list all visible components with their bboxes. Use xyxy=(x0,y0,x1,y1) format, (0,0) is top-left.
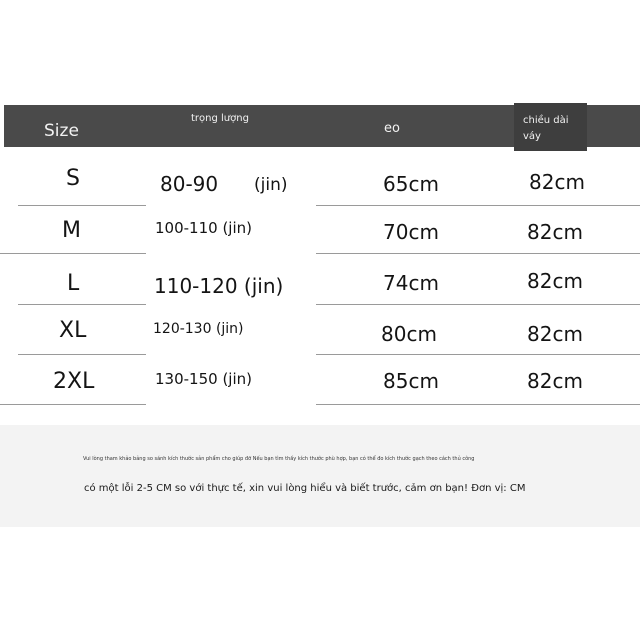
row-s-size: S xyxy=(66,166,80,191)
row-s-weight-unit: (jin) xyxy=(254,175,288,195)
row-divider xyxy=(0,253,146,254)
header-waist: eo xyxy=(384,121,400,136)
note-small-text: Vui lòng tham khảo bảng so sánh kích thước sản phẩm cho giúp đỡ Nếu bạn tìm thấy kích thước phù hợp, bạn có thể đo kích thước gạch theo cách thủ công xyxy=(83,456,475,462)
header-weight: trọng lượng xyxy=(191,113,249,124)
row-divider xyxy=(0,404,146,405)
row-2xl-size: 2XL xyxy=(53,369,95,394)
row-m-length: 82cm xyxy=(527,220,583,244)
row-divider xyxy=(18,354,146,355)
row-m-waist: 70cm xyxy=(383,220,439,244)
row-divider xyxy=(316,404,640,405)
row-xl-length: 82cm xyxy=(527,322,583,346)
row-2xl-weight: 130-150 (jin) xyxy=(155,370,252,388)
row-2xl-waist: 85cm xyxy=(383,369,439,393)
row-l-waist: 74cm xyxy=(383,271,439,295)
row-s-weight: 80-90 xyxy=(160,172,219,196)
row-divider xyxy=(316,354,640,355)
row-l-length: 82cm xyxy=(527,269,583,293)
header-length: chiều dài váy xyxy=(523,115,569,142)
row-divider xyxy=(18,304,146,305)
row-divider xyxy=(18,205,146,206)
row-divider xyxy=(316,304,640,305)
row-l-size: L xyxy=(67,271,80,296)
row-m-size: M xyxy=(62,218,81,243)
note-main-text: có một lỗi 2-5 CM so với thực tế, xin vui lòng hiểu và biết trước, cảm ơn bạn! Đơn vị: CM xyxy=(84,483,526,494)
row-xl-weight: 120-130 (jin) xyxy=(153,321,244,337)
row-divider xyxy=(316,205,640,206)
row-m-weight: 100-110 (jin) xyxy=(155,219,252,237)
row-2xl-length: 82cm xyxy=(527,369,583,393)
row-s-waist: 65cm xyxy=(383,172,439,196)
row-l-weight: 110-120 (jin) xyxy=(154,274,284,298)
row-xl-size: XL xyxy=(59,318,87,343)
header-size: Size xyxy=(44,121,79,141)
row-xl-waist: 80cm xyxy=(381,322,437,346)
row-divider xyxy=(316,253,640,254)
header-length-box xyxy=(514,103,587,151)
row-s-length: 82cm xyxy=(529,170,585,194)
size-note-box xyxy=(0,425,640,527)
